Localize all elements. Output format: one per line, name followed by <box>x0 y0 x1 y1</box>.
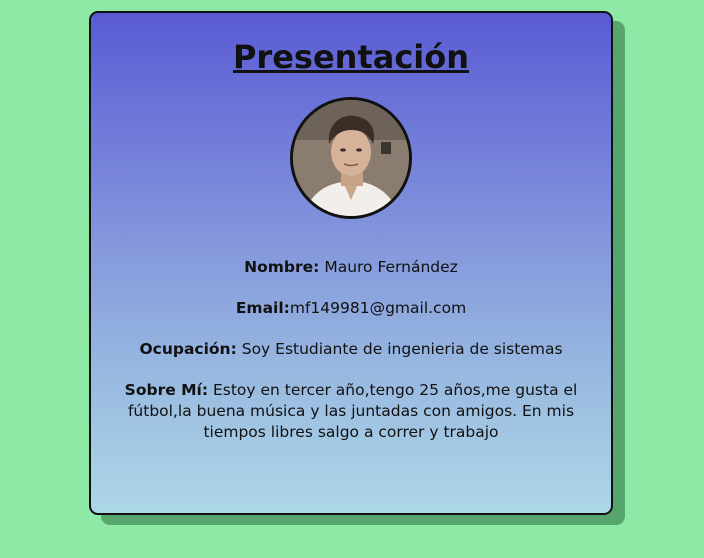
page-title: Presentación <box>232 38 470 76</box>
email-value: mf149981@gmail.com <box>289 299 467 317</box>
nombre-value: Mauro Fernández <box>319 258 458 276</box>
ocupacion-label: Ocupación: <box>139 340 237 358</box>
profile-photo-icon <box>293 100 409 216</box>
profile-info <box>91 257 611 443</box>
email-label: Email: <box>235 299 290 317</box>
nombre-row <box>91 257 611 278</box>
presentation-card <box>89 11 613 515</box>
sobre-mi-label: Sobre Mí: <box>124 381 209 399</box>
email-row <box>91 298 611 319</box>
sobre-mi-row <box>91 380 611 443</box>
nombre-label: Nombre: <box>244 258 320 276</box>
ocupacion-row <box>91 339 611 360</box>
sobre-mi-value: Estoy en tercer año,tengo 25 años,me gusta el fútbol,la buena música y las juntadas con amigos. En mis tiempos libres salgo a correr y trabajo <box>127 381 578 441</box>
avatar <box>290 97 412 219</box>
ocupacion-value: Soy Estudiante de ingenieria de sistemas <box>236 340 563 358</box>
